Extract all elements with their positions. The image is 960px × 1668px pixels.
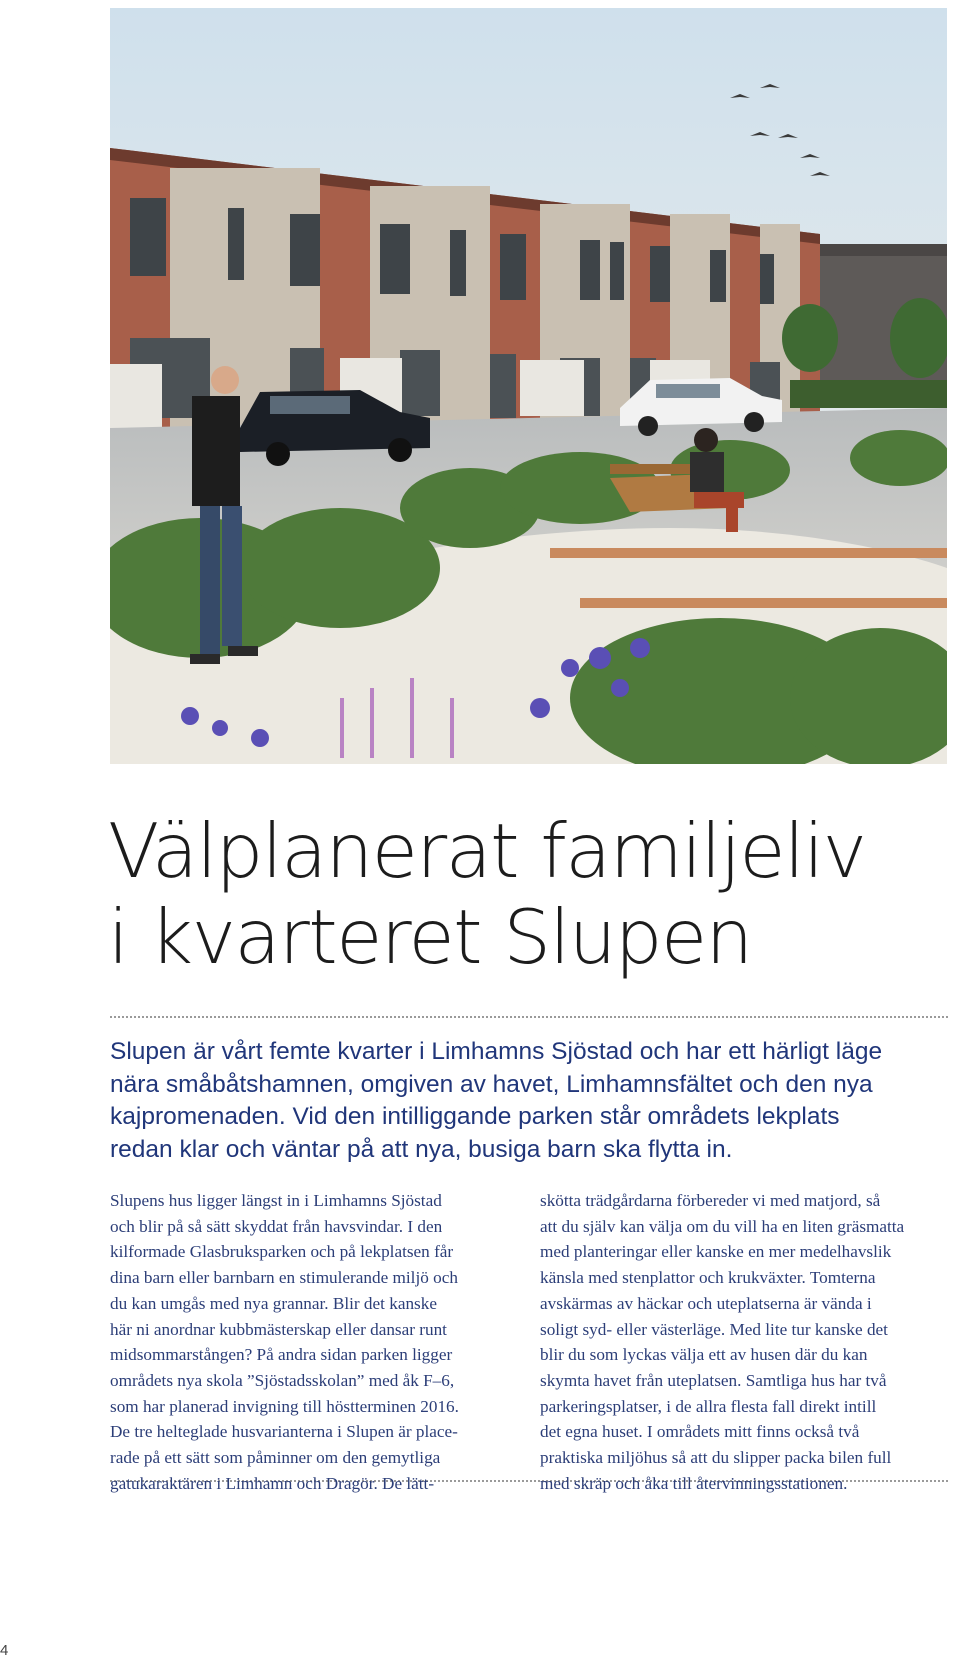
page-number: 4: [0, 1642, 9, 1659]
body-line: som har planerad invigning till höstterminen 2016.: [110, 1396, 459, 1416]
body-line: skötta trädgårdarna förbereder vi med matjord, så: [540, 1191, 881, 1210]
body-line: blir du som lyckas välja ett av husen där du kan: [540, 1345, 868, 1365]
body-line: här ni anordnar kubbmästerskap eller dansar runt: [110, 1319, 447, 1339]
lead-line: Slupen är vårt femte kvarter i Limhamns Sjöstad och har ett härligt läge: [110, 1038, 883, 1065]
body-line: De tre helteglade husvarianterna i Slupen är place-: [110, 1422, 458, 1442]
lead-line: redan klar och väntar på att nya, busiga barn ska flytta in.: [110, 1135, 733, 1163]
lead-paragraph: [110, 1036, 960, 1166]
body-line: med skräp och åka till återvinningsstationen.: [540, 1473, 848, 1493]
body-line: att du själv kan välja om du vill ha en liten gräsmatta: [540, 1216, 905, 1236]
body-column-left: [110, 1188, 530, 1496]
body-line: med planteringar eller kanske en mer medelhavslik: [540, 1242, 892, 1262]
body-line: avskärmas av häckar och uteplatserna är vända i: [540, 1293, 872, 1313]
body-line: Slupens hus ligger längst in i Limhamns Sjöstad: [110, 1191, 442, 1210]
photo-render-icon: [110, 8, 947, 764]
page-headline: [108, 808, 948, 980]
body-line: soligt syd- eller västerläge. Med lite tur kanske det: [540, 1319, 888, 1339]
body-line: och blir på så sätt skyddat från havsvindar. I den: [110, 1216, 443, 1236]
body-line: skymta havet från uteplatsen. Samtliga hus har två: [540, 1370, 887, 1390]
body-line: rade på ett sätt som påminner om den gemytliga: [110, 1448, 441, 1468]
body-line: områdets nya skola ”Sjöstadsskolan” med åk F–6,: [110, 1370, 455, 1390]
headline-line-1: Välplanerat familjeliv: [108, 807, 866, 895]
body-line: det egna huset. I områdets mitt finns också två: [540, 1422, 860, 1442]
dotted-divider-top: [110, 1016, 948, 1018]
body-line: känsla med stenplattor och krukväxter. Tomterna: [540, 1268, 876, 1288]
headline-line-2: i kvarteret Slupen: [108, 893, 752, 981]
body-line: parkeringsplatser, i de allra flesta fall direkt intill: [540, 1396, 877, 1416]
body-line: kilformade Glasbruksparken och på lekplatsen får: [110, 1242, 454, 1262]
hero-image: [110, 8, 947, 764]
lead-line: kajpromenaden. Vid den intilliggande parken står områdets lekplats: [110, 1103, 840, 1130]
body-line: dina barn eller barnbarn en stimulerande miljö och: [110, 1268, 458, 1288]
body-line: du kan umgås med nya grannar. Blir det kanske: [110, 1293, 437, 1313]
body-line: praktiska miljöhus så att du slipper packa bilen full: [540, 1448, 892, 1468]
body-line: midsommarstången? På andra sidan parken ligger: [110, 1345, 453, 1365]
body-column-right: [540, 1188, 960, 1496]
body-line: gatukaraktären i Limhamn och Dragör. De lätt-: [110, 1473, 435, 1493]
lead-line: nära småbåtshamnen, omgiven av havet, Limhamnsfältet och den nya: [110, 1070, 873, 1098]
